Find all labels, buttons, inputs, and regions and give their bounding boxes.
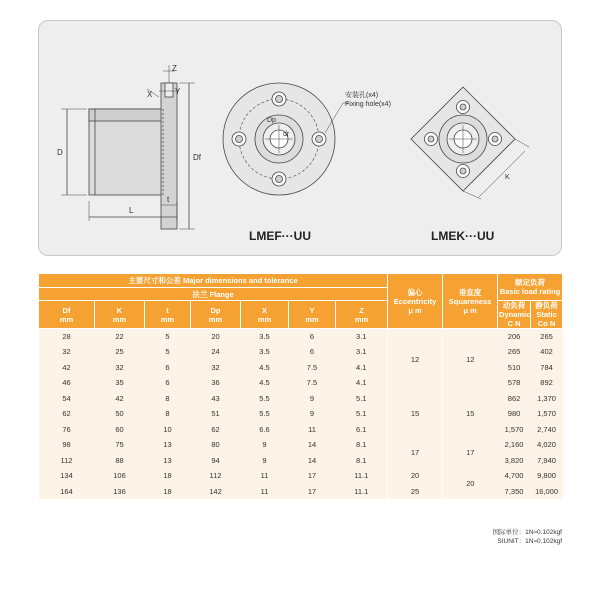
eccentricity-group: 17: [388, 437, 443, 468]
header-text: mm: [112, 314, 127, 324]
header-text: 偏心: [407, 287, 423, 297]
table-cell: 980: [498, 406, 531, 422]
table-cell: 7,350: [498, 484, 531, 500]
table-cell: 8: [145, 391, 191, 407]
table-cell: 98: [39, 437, 95, 453]
header-text: mm: [354, 314, 369, 324]
group-flange: 法兰 Flange: [39, 288, 388, 301]
header-text: Basic load rating: [499, 287, 561, 296]
eccentricity-header: [388, 274, 443, 329]
table-cell: 5.5: [241, 391, 289, 407]
header-text: Eccentricity: [393, 296, 437, 306]
header-text: μ m: [463, 305, 477, 315]
table-cell: 51: [191, 406, 241, 422]
table-cell: 4,700: [498, 468, 531, 484]
table-cell: 8: [145, 406, 191, 422]
header-text: mm: [208, 314, 223, 324]
table-cell: 784: [531, 360, 563, 376]
header-text: 垂直度: [458, 287, 482, 297]
table-cell: 80: [191, 437, 241, 453]
table-cell: 3.5: [241, 344, 289, 360]
eccentricity-group: 20: [388, 468, 443, 484]
table-row: [39, 391, 563, 407]
header-text: Df: [62, 305, 71, 315]
dim-df-label: Df: [193, 153, 201, 162]
header-text: mm: [305, 314, 319, 324]
table-cell: 18: [145, 484, 191, 500]
table-cell: 7.5: [289, 360, 336, 376]
footnote: [493, 527, 562, 545]
col-header-x: [241, 301, 289, 329]
col-header-static: [531, 301, 563, 329]
table-cell: 134: [39, 468, 95, 484]
table-cell: 25: [95, 344, 145, 360]
header-text: Static: [536, 310, 557, 319]
table-cell: 6: [289, 344, 336, 360]
table-cell: 11.1: [336, 484, 388, 500]
table-cell: 3.1: [336, 344, 388, 360]
table-cell: 28: [39, 329, 95, 345]
model-label-lmef: LMEF···UU: [249, 229, 311, 243]
table-cell: 265: [498, 344, 531, 360]
table-cell: 20: [191, 329, 241, 345]
table-cell: 10: [145, 422, 191, 438]
header-text: X: [261, 305, 267, 315]
table-cell: 32: [39, 344, 95, 360]
table-cell: 136: [95, 484, 145, 500]
table-cell: 4.5: [241, 375, 289, 391]
table-cell: 5.1: [336, 406, 388, 422]
table-cell: 14: [289, 437, 336, 453]
header-text: Dp: [210, 305, 221, 315]
header-text: mm: [160, 314, 175, 324]
dim-y-label: Y: [175, 87, 181, 96]
table-cell: 862: [498, 391, 531, 407]
eccentricity-group: 12: [388, 329, 443, 391]
table-cell: 8.1: [336, 453, 388, 469]
table-cell: 1,570: [498, 422, 531, 438]
table-cell: 3,820: [498, 453, 531, 469]
table-cell: 76: [39, 422, 95, 438]
dim-dp-label: Dp: [267, 117, 276, 124]
eccentricity-group: 15: [388, 391, 443, 438]
table-cell: 6.1: [336, 422, 388, 438]
col-header-z: [336, 301, 388, 329]
fixing-hole-callout-cn: 安装孔(x4): [345, 92, 379, 99]
table-cell: 11: [241, 484, 289, 500]
table-cell: 11: [289, 422, 336, 438]
table-cell: 9,800: [531, 468, 563, 484]
squareness-header: [443, 274, 498, 329]
table-cell: 4,020: [531, 437, 563, 453]
table-cell: 6: [145, 360, 191, 376]
table-cell: 14: [289, 453, 336, 469]
table-cell: 13: [145, 453, 191, 469]
load-rating-header: [498, 274, 563, 301]
header-text: Squareness: [448, 296, 492, 306]
table-cell: 16,000: [531, 484, 563, 500]
table-cell: 9: [241, 453, 289, 469]
table-cell: 5.1: [336, 391, 388, 407]
table-row: [39, 437, 563, 453]
table-cell: 18: [145, 468, 191, 484]
header-text: mm: [59, 314, 74, 324]
dim-z-label: Z: [172, 64, 177, 73]
header-text: Dynamic: [499, 310, 531, 319]
col-header-dp: [191, 301, 241, 329]
group-main-dimensions: 主要尺寸和公差 Major dimensions and tolerance: [39, 274, 388, 288]
table-cell: 5: [145, 344, 191, 360]
model-label-lmek: LMEK···UU: [431, 229, 495, 243]
table-cell: 5.5: [241, 406, 289, 422]
table-cell: 8.1: [336, 437, 388, 453]
table-row: [39, 468, 563, 484]
table-cell: 62: [191, 422, 241, 438]
fixing-hole-callout: [345, 91, 391, 109]
header-text: 额定负荷: [515, 278, 546, 287]
table-cell: 32: [191, 360, 241, 376]
table-cell: 22: [95, 329, 145, 345]
spec-table-header: [39, 274, 563, 329]
col-header-t: [145, 301, 191, 329]
header-text: 动负荷: [502, 301, 526, 310]
table-cell: 6: [289, 329, 336, 345]
table-cell: 112: [39, 453, 95, 469]
table-cell: 892: [531, 375, 563, 391]
dim-k-label: K: [505, 174, 510, 181]
dim-d-label: D: [57, 148, 63, 157]
col-header-dynamic: [498, 301, 531, 329]
table-cell: 9: [289, 391, 336, 407]
table-cell: 42: [39, 360, 95, 376]
header-text: C N: [507, 319, 521, 328]
footnote-si-cn: 国际单位：1N≈0.102kgf: [492, 529, 562, 536]
table-cell: 11.1: [336, 468, 388, 484]
table-cell: 36: [191, 375, 241, 391]
table-cell: 206: [498, 329, 531, 345]
table-cell: 3.1: [336, 329, 388, 345]
table-cell: 142: [191, 484, 241, 500]
table-cell: 94: [191, 453, 241, 469]
table-cell: 4.5: [241, 360, 289, 376]
table-cell: 13: [145, 437, 191, 453]
table-cell: 6: [145, 375, 191, 391]
dim-t-label: t: [167, 195, 170, 204]
header-text: μ m: [408, 305, 422, 315]
table-cell: 24: [191, 344, 241, 360]
table-cell: 75: [95, 437, 145, 453]
table-cell: 106: [95, 468, 145, 484]
squareness-group: 20: [443, 468, 498, 499]
header-text: Y: [309, 305, 315, 315]
table-cell: 4.1: [336, 375, 388, 391]
eccentricity-group: 25: [388, 484, 443, 500]
table-cell: 6.6: [241, 422, 289, 438]
table-cell: 1,370: [531, 391, 563, 407]
table-cell: 9: [289, 406, 336, 422]
table-cell: 88: [95, 453, 145, 469]
table-cell: 42: [95, 391, 145, 407]
table-cell: 17: [289, 468, 336, 484]
fixing-hole-callout-en: Fixing hole(x4): [345, 101, 391, 108]
table-cell: 4.1: [336, 360, 388, 376]
table-cell: 7,940: [531, 453, 563, 469]
table-cell: 265: [531, 329, 563, 345]
squareness-group: 12: [443, 329, 498, 391]
header-text: 静负荷: [535, 301, 558, 310]
square-flange-view: [411, 87, 529, 199]
drawing-panel: [38, 20, 562, 256]
dim-l-label: L: [129, 206, 134, 215]
header-text: t: [166, 305, 169, 315]
table-cell: 578: [498, 375, 531, 391]
spec-table-body: [39, 329, 563, 500]
table-cell: 32: [95, 360, 145, 376]
table-cell: 62: [39, 406, 95, 422]
table-cell: 1,570: [531, 406, 563, 422]
table-cell: 402: [531, 344, 563, 360]
squareness-group: 15: [443, 391, 498, 438]
table-cell: 46: [39, 375, 95, 391]
col-header-df: [39, 301, 95, 329]
table-cell: 510: [498, 360, 531, 376]
table-cell: 60: [95, 422, 145, 438]
table-cell: 164: [39, 484, 95, 500]
table-cell: 43: [191, 391, 241, 407]
header-text: Z: [359, 305, 364, 315]
header-text: mm: [257, 314, 272, 324]
table-cell: 7.5: [289, 375, 336, 391]
spec-table: [38, 273, 563, 499]
table-cell: 11: [241, 468, 289, 484]
table-cell: 50: [95, 406, 145, 422]
table-cell: 2,740: [531, 422, 563, 438]
header-text: Co N: [537, 319, 556, 328]
table-cell: 2,160: [498, 437, 531, 453]
col-header-y: [289, 301, 336, 329]
table-cell: 35: [95, 375, 145, 391]
table-cell: 17: [289, 484, 336, 500]
header-text: K: [116, 305, 123, 315]
squareness-group: 17: [443, 437, 498, 468]
technical-drawing: [39, 21, 563, 257]
table-row: [39, 329, 563, 345]
col-header-k: [95, 301, 145, 329]
table-cell: 3.5: [241, 329, 289, 345]
table-cell: 5: [145, 329, 191, 345]
table-cell: 112: [191, 468, 241, 484]
round-flange-view: [223, 83, 349, 195]
table-cell: 9: [241, 437, 289, 453]
dim-x-label: X: [147, 90, 153, 99]
table-cell: 54: [39, 391, 95, 407]
footnote-si-en: SIUNIT：1N≈0.102kgf: [497, 538, 562, 545]
dim-dr-label: dr: [283, 131, 290, 138]
